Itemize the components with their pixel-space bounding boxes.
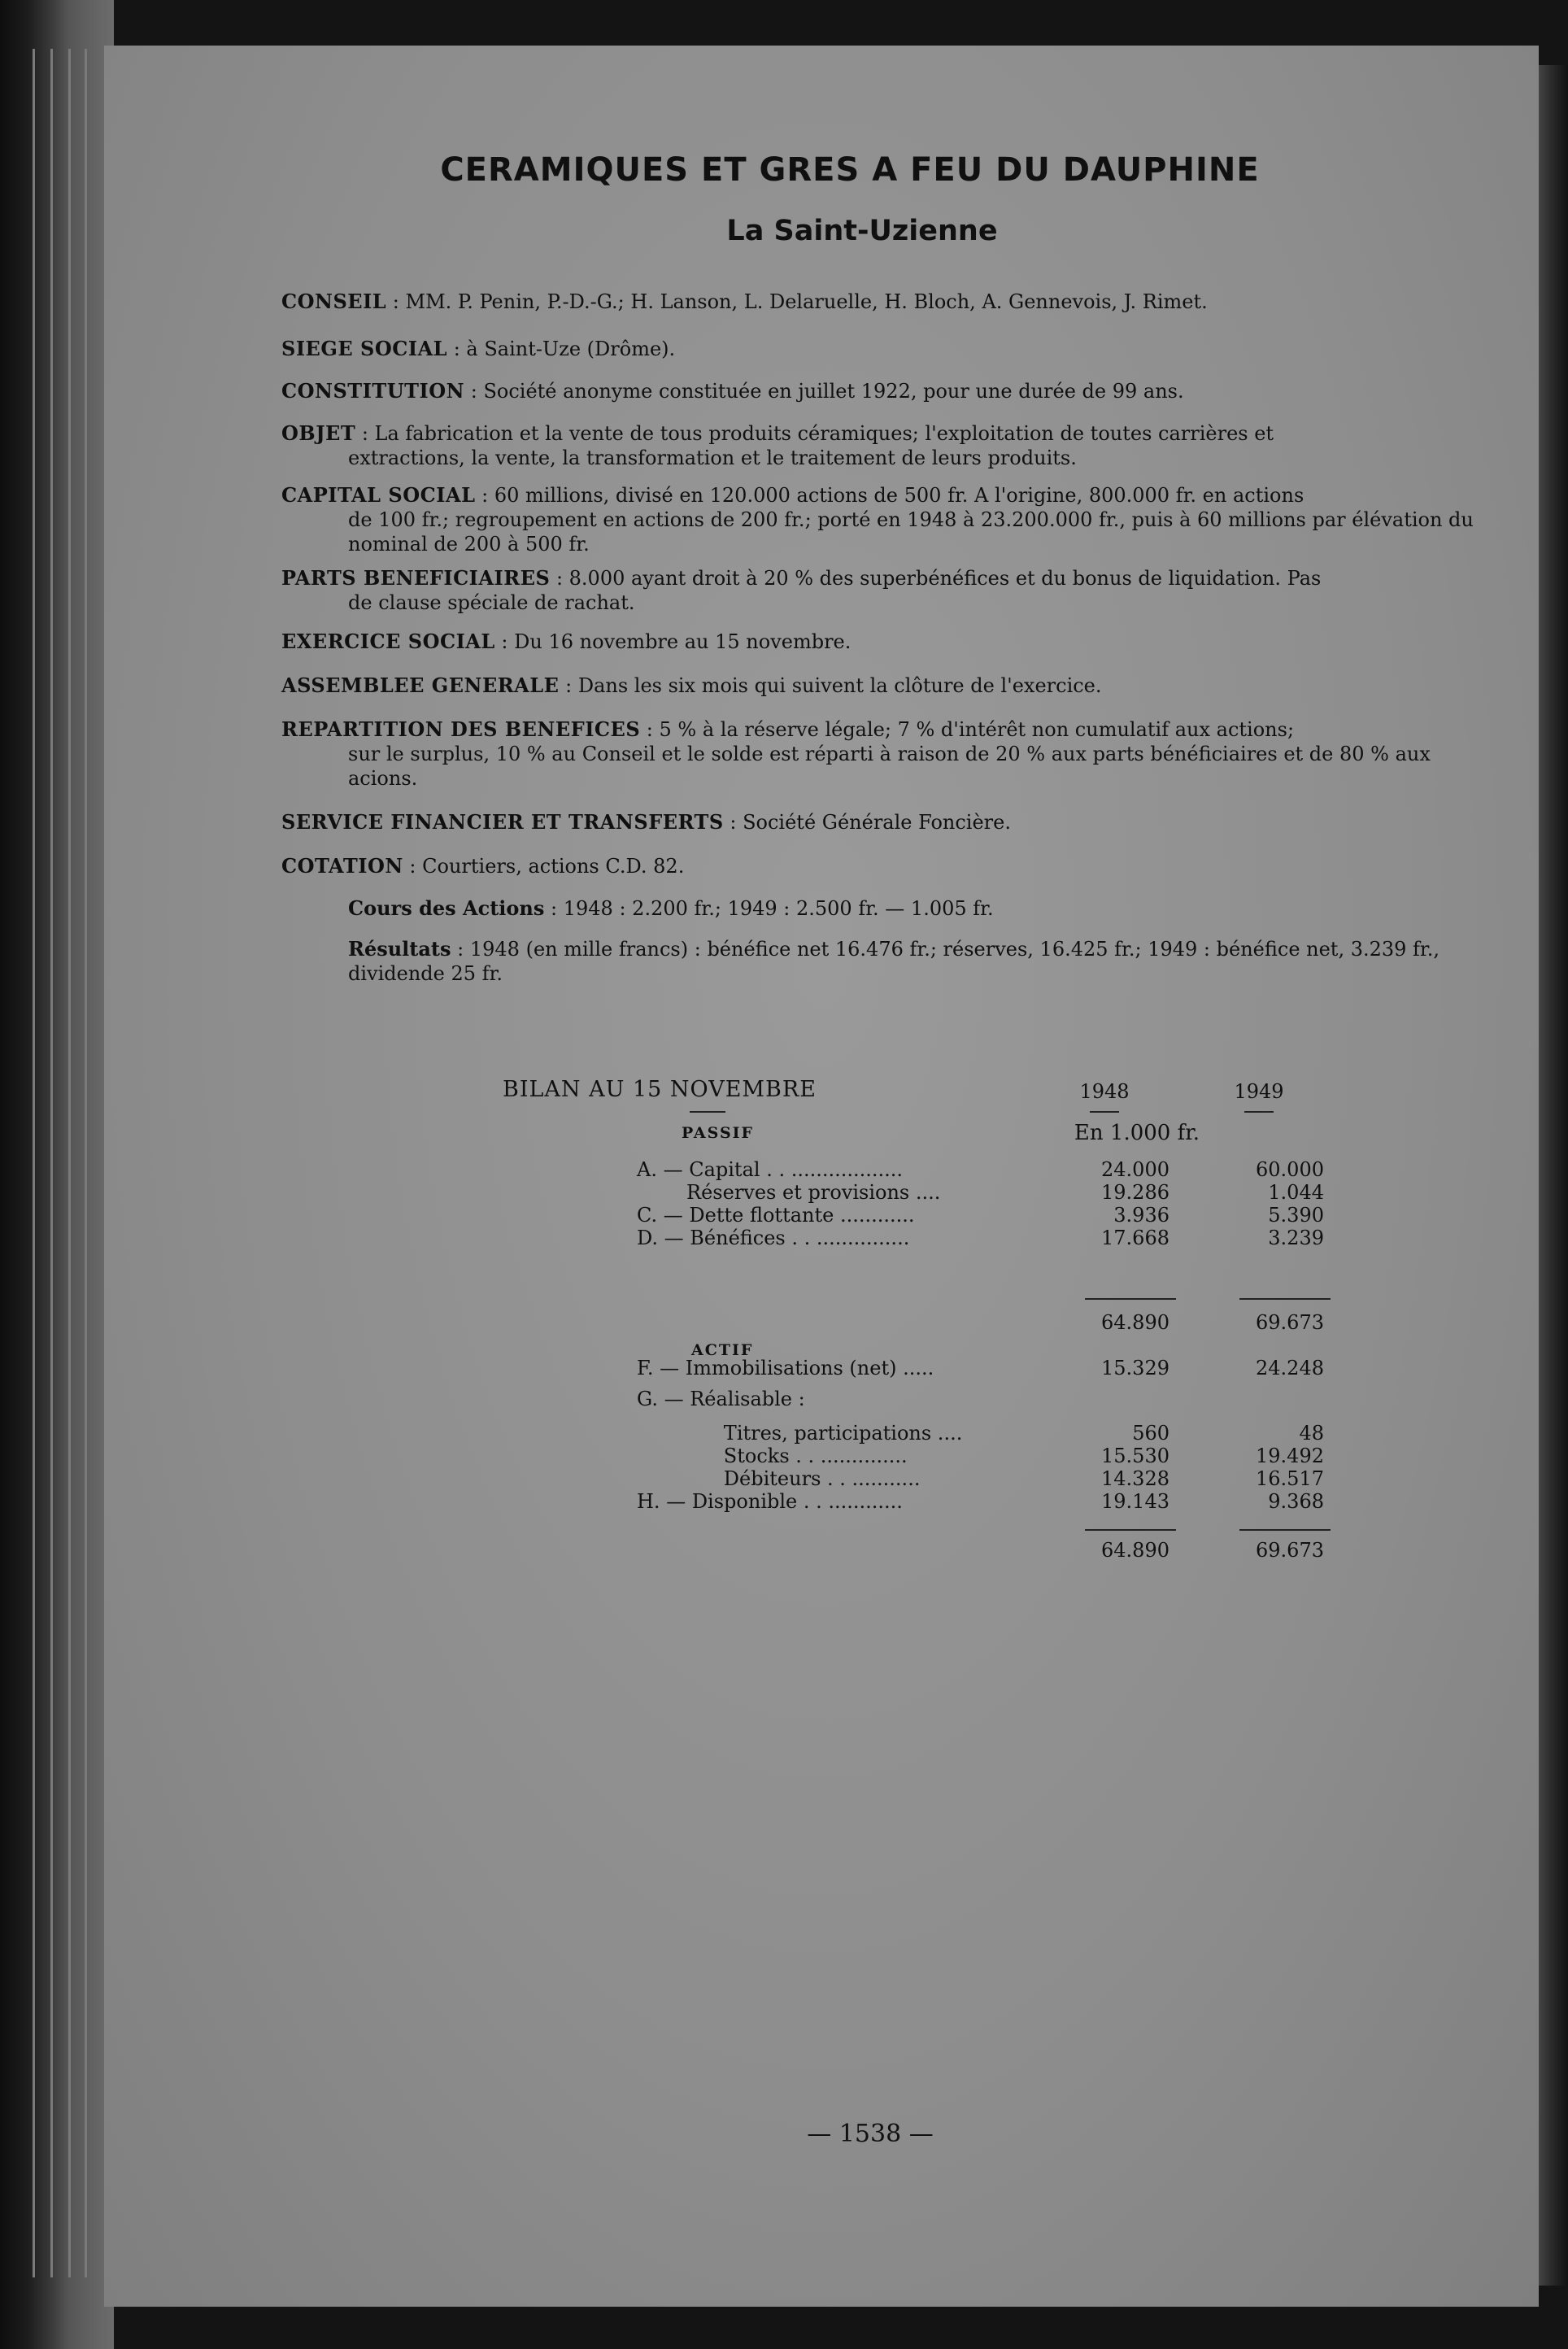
spine-page-edge [85,49,87,2277]
entry-label: CONSTITUTION [281,379,465,403]
actif-row-value-1948: 19.143 [1101,1490,1169,1513]
total-rule [1085,1529,1176,1531]
info-entry [281,337,1477,361]
actif-row-value-1949: 48 [1299,1422,1324,1445]
passif-row-label: D. — Bénéfices . . ............... [637,1227,910,1249]
entry-text: : 8.000 ayant droit à 20 % des superbénéfices et du bonus de liquidation. Pas [550,567,1322,590]
rule [1090,1111,1119,1113]
entry-label: ASSEMBLEE GENERALE [281,673,560,697]
actif-row-value-1948: 15.530 [1101,1445,1169,1467]
document-page [104,46,1539,2307]
entry-label: OBJET [281,421,356,445]
passif-row-value-1949: 1.044 [1268,1181,1324,1204]
entry-label: SERVICE FINANCIER ET TRANSFERTS [281,810,724,834]
total-rule [1239,1298,1331,1300]
book-spine [0,0,114,2349]
actif-row-value-1948: 560 [1132,1422,1169,1445]
info-entry [281,290,1477,314]
entry-label: CONSEIL [281,290,387,313]
entry-label: Cours des Actions [348,896,545,920]
actif-row-value-1949: 16.517 [1256,1467,1324,1490]
entry-text: : Société anonyme constituée en juillet 1922, pour une durée de 99 ans. [464,380,1184,403]
entry-label: EXERCICE SOCIAL [281,630,495,653]
passif-row-value-1948: 24.000 [1101,1158,1169,1181]
year-header-1948: 1948 [1079,1080,1130,1103]
entry-continuation: sur le surplus, 10 % au Conseil et le solde est réparti à raison de 20 % aux parts bénéficiaires et de 80 % aux acions. [348,743,1431,790]
passif-total-1949: 69.673 [1256,1311,1324,1334]
balance-sheet-title: BILAN AU 15 NOVEMBRE [503,1077,817,1102]
entry-text: : 1948 : 2.200 fr.; 1949 : 2.500 fr. — 1.005 fr. [544,897,994,920]
actif-row-label: Stocks . . .............. [637,1445,908,1467]
actif-row-label: Débiteurs . . ........... [637,1467,921,1490]
entry-continuation: de clause spéciale de rachat. [348,591,635,614]
info-entry [281,421,1477,470]
passif-row-value-1948: 17.668 [1101,1227,1169,1249]
passif-row-value-1948: 3.936 [1113,1204,1169,1227]
actif-row-label: F. — Immobilisations (net) ..... [637,1357,934,1379]
actif-row-label: Titres, participations .... [637,1422,963,1445]
passif-row-label: Réserves et provisions .... [637,1181,941,1204]
entry-text: : Courtiers, actions C.D. 82. [403,855,685,878]
passif-row-label: C. — Dette flottante ............ [637,1204,915,1227]
entry-text: : Du 16 novembre au 15 novembre. [494,630,852,653]
passif-row-value-1949: 3.239 [1268,1227,1324,1249]
unit-label: En 1.000 fr. [1074,1121,1200,1145]
total-rule [1239,1529,1331,1531]
page-stack-edge [1535,65,1568,2286]
actif-total-1949: 69.673 [1256,1539,1324,1562]
info-entry [281,630,1477,654]
entry-text: : à Saint-Uze (Drôme). [447,338,676,360]
entry-text: : Société Générale Foncière. [723,811,1011,834]
page-subtitle: La Saint-Uzienne [726,215,998,247]
entry-label: CAPITAL SOCIAL [281,483,476,507]
cotation-entry [348,937,1479,986]
actif-row-label: G. — Réalisable : [637,1388,805,1410]
passif-row-value-1949: 60.000 [1256,1158,1324,1181]
entry-label: PARTS BENEFICIAIRES [281,566,551,590]
passif-total-1948: 64.890 [1101,1311,1169,1334]
entry-text: : 5 % à la réserve légale; 7 % d'intérêt non cumulatif aux actions; [640,718,1295,741]
entry-label: Résultats [348,937,451,961]
actif-total-1948: 64.890 [1101,1539,1169,1562]
page-title: CERAMIQUES ET GRES A FEU DU DAUPHINE [440,151,1260,189]
entry-text: : La fabrication et la vente de tous produits céramiques; l'exploitation de toutes carrières et [355,422,1274,445]
info-entry [281,810,1477,835]
info-entry [281,717,1477,791]
page-number: — 1538 — [807,2120,934,2148]
entry-label: REPARTITION DES BENEFICES [281,717,641,741]
cotation-entry [348,896,1479,921]
info-entry [281,566,1477,615]
entry-label: COTATION [281,854,403,878]
entry-text: : Dans les six mois qui suivent la clôture de l'exercice. [559,674,1102,697]
entry-text: : MM. P. Penin, P.-D.-G.; H. Lanson, L. Delaruelle, H. Bloch, A. Gennevois, J. Rimet. [386,290,1208,313]
info-entry [281,483,1477,556]
entry-label: SIEGE SOCIAL [281,337,448,360]
rule [690,1111,725,1113]
spine-page-edge [68,49,71,2277]
actif-row-value-1948: 15.329 [1101,1357,1169,1379]
entry-continuation: de 100 fr.; regroupement en actions de 200 fr.; porté en 1948 à 23.200.000 fr., puis à 60 millions par élévation du nominal de 200 à 500 fr. [348,508,1474,556]
passif-row-label: A. — Capital . . .................. [637,1158,904,1181]
passif-row-value-1949: 5.390 [1268,1204,1324,1227]
passif-row-value-1948: 19.286 [1101,1181,1169,1204]
entry-continuation: extractions, la vente, la transformation et le traitement de leurs produits. [348,447,1077,469]
actif-row-value-1949: 24.248 [1256,1357,1324,1379]
info-entry [281,379,1477,403]
actif-row-value-1949: 9.368 [1268,1490,1324,1513]
total-rule [1085,1298,1176,1300]
rule [1244,1111,1274,1113]
info-entry [281,673,1477,698]
actif-row-value-1948: 14.328 [1101,1467,1169,1490]
entry-text: : 60 millions, divisé en 120.000 actions de 500 fr. A l'origine, 800.000 fr. en actions [475,484,1304,507]
spine-page-edge [50,49,53,2277]
passif-heading: PASSIF [682,1124,755,1142]
entry-text: : 1948 (en mille francs) : bénéfice net 16.476 fr.; réserves, 16.425 fr.; 1949 : bénéfice net, 3.239 fr., dividende 25 fr. [348,938,1440,985]
actif-row-value-1949: 19.492 [1256,1445,1324,1467]
spine-page-edge [33,49,35,2277]
info-entry [281,854,1477,878]
actif-heading: ACTIF [691,1341,754,1359]
actif-row-label: H. — Disponible . . ............ [637,1490,903,1513]
year-header-1949: 1949 [1234,1080,1284,1103]
